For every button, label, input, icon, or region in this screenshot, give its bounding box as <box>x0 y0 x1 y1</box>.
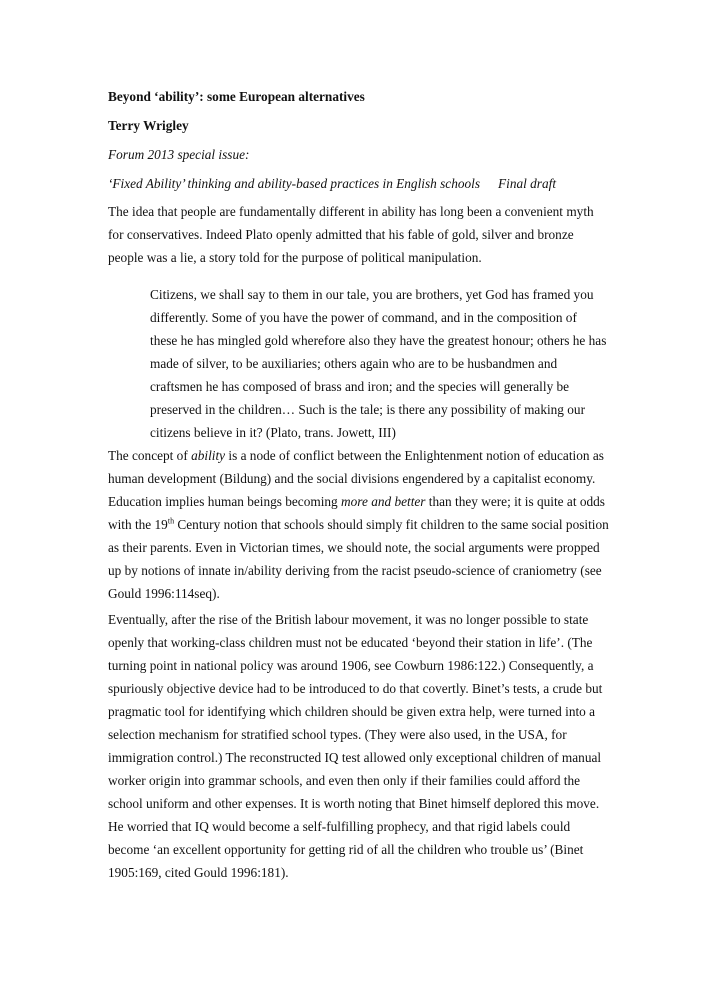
text-run: Century notion that schools should simply fit children to the same social position <box>174 517 609 532</box>
document-title: Beyond ‘ability’: some European alternatives <box>108 89 365 104</box>
text-line: Eventually, after the rise of the British labour movement, it was no longer possible to state <box>108 612 589 627</box>
text-line: He worried that IQ would become a self-fulfilling prophecy, and that rigid labels could <box>108 819 571 834</box>
text-line: for conservatives. Indeed Plato openly admitted that his fable of gold, silver and bronze <box>108 227 574 242</box>
text-line: The idea that people are fundamentally different in ability has long been a convenient myth <box>108 204 594 219</box>
quote-line: citizens believe in it? (Plato, trans. Jowett, III) <box>150 425 396 440</box>
block-quote <box>150 283 620 444</box>
quote-line: craftsmen he has composed of brass and iron; and the species will generally be <box>150 379 570 394</box>
text-line: school uniform and other expenses. It is worth noting that Binet himself deplored this move. <box>108 796 600 811</box>
draft-label: Final draft <box>498 176 557 191</box>
superscript: th <box>167 516 175 526</box>
text-run: with the 19 <box>108 517 168 532</box>
text-line: worker origin into grammar schools, and even then only if their families could afford the <box>108 773 581 788</box>
text-run: The concept of <box>108 448 192 463</box>
text-run: Education implies human beings becoming <box>108 494 342 509</box>
paragraph-intro <box>108 200 648 269</box>
author-name: Terry Wrigley <box>108 118 189 133</box>
text-line: pragmatic tool for identifying which children should be given extra help, were turned into a <box>108 704 596 719</box>
document-subtitle <box>108 169 648 198</box>
document-header <box>108 82 648 198</box>
quote-line: these he has mingled gold wherefore also they have the greatest honour; others he has <box>150 333 607 348</box>
text-line: immigration control.) The reconstructed IQ test allowed only exceptional children of manual <box>108 750 602 765</box>
text-line: human development (Bildung) and the social divisions engendered by a capitalist economy. <box>108 471 596 486</box>
quote-line: differently. Some of you have the power of command, and in the composition of <box>150 310 577 325</box>
emphasis-text: ability <box>191 448 226 463</box>
text-line: become ‘an excellent opportunity for getting rid of all the children who trouble us’ (Binet <box>108 842 584 857</box>
text-line: turning point in national policy was around 1906, see Cowburn 1986:122.) Consequently, a <box>108 658 594 673</box>
text-line: as their parents. Even in Victorian times, we should note, the social arguments were propped <box>108 540 600 555</box>
text-line <box>108 444 648 467</box>
text-run: than they were; it is quite at odds <box>425 494 605 509</box>
text-line: openly that working-class children must not be educated ‘beyond their station in life’. (The <box>108 635 593 650</box>
quote-line: made of silver, to be auxiliaries; others again who are to be husbandmen and <box>150 356 558 371</box>
quote-line: preserved in the children… Such is the tale; is there any possibility of making our <box>150 402 586 417</box>
emphasis-text: more and better <box>341 494 426 509</box>
text-line: 1905:169, cited Gould 1996:181). <box>108 865 289 880</box>
text-line: people was a lie, a story told for the purpose of political manipulation. <box>108 250 482 265</box>
text-run: is a node of conflict between the Enlightenment notion of education as <box>225 448 604 463</box>
subtitle-text: ‘Fixed Ability’ thinking and ability-based practices in English schools <box>108 176 481 191</box>
quote-line: Citizens, we shall say to them in our tale, you are brothers, yet God has framed you <box>150 287 594 302</box>
text-line: spuriously objective device had to be introduced to do that covertly. Binet’s tests, a crude but <box>108 681 603 696</box>
paragraph-ability-concept <box>108 444 648 605</box>
text-line: selection mechanism for stratified school types. (They were also used, in the USA, for <box>108 727 567 742</box>
text-line <box>108 513 648 536</box>
paragraph-history <box>108 608 648 884</box>
text-line: up by notions of innate in/ability deriving from the racist pseudo-science of craniometry (see <box>108 563 602 578</box>
publication-label: Forum 2013 special issue: <box>108 147 250 162</box>
text-line: Gould 1996:114seq). <box>108 586 220 601</box>
text-line <box>108 490 648 513</box>
